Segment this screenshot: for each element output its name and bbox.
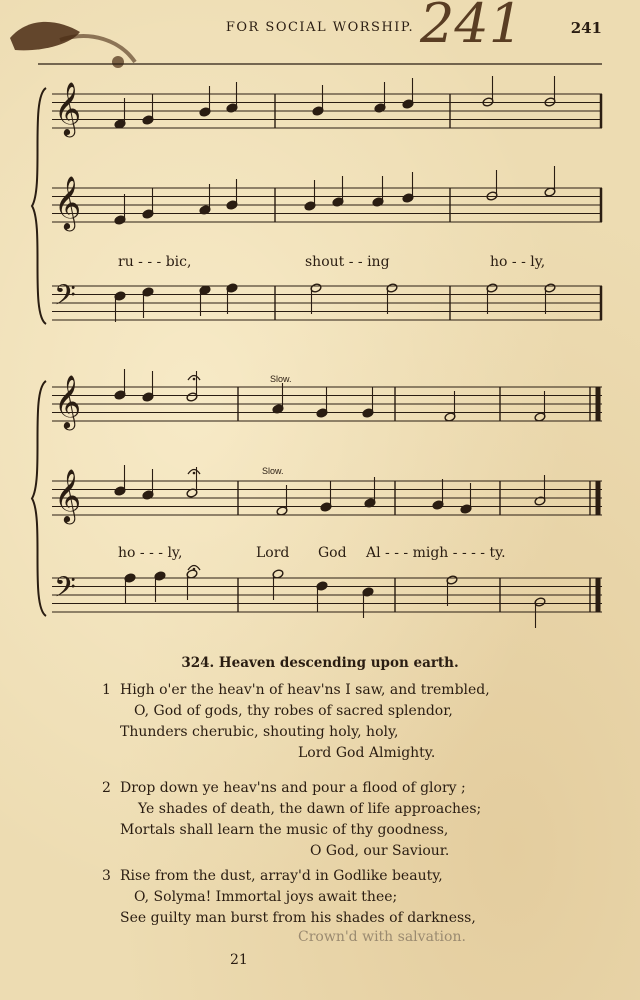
verse-line: Mortals shall learn the music of thy goodness, [120, 822, 449, 838]
lyric-almighty: Al - - - migh - - - - ty. [366, 545, 506, 561]
treble-clef-icon: 𝄞 [54, 374, 82, 428]
verse-line: See guilty man burst from his shades of darkness, [120, 910, 476, 926]
lyric-lord: Lord [256, 545, 290, 561]
verse-number: 3 [102, 868, 111, 884]
bass-clef-icon: 𝄢 [54, 571, 76, 611]
lyric-rubic: ru - - - bic, [118, 254, 192, 270]
verse-line: Ye shades of death, the dawn of life approaches; [138, 801, 482, 817]
running-head: FOR SOCIAL WORSHIP. [225, 20, 415, 35]
verse-line: High o'er the heav'n of heav'ns I saw, and trembled, [120, 682, 490, 698]
fermata-dot [193, 568, 196, 571]
verse-line: Lord God Almighty. [298, 745, 436, 761]
verse-line: Crown'd with salvation. [298, 929, 466, 945]
verse-line: O, God of gods, thy robes of sacred splendor, [134, 703, 453, 719]
verse-line: Drop down ye heav'ns and pour a flood of glory ; [120, 780, 466, 796]
tempo-marking-top: Slow. [270, 374, 292, 384]
handwritten-page-number: 241 [420, 0, 524, 55]
verse-line: Thunders cherubic, shouting holy, holy, [120, 724, 399, 740]
fermata-dot [193, 472, 196, 475]
fermata-dot [193, 378, 196, 381]
verse-number: 1 [102, 682, 111, 698]
page-number: 241 [570, 19, 602, 37]
lyric-holy-2: ho - - - ly, [118, 545, 183, 561]
treble-clef-icon: 𝄞 [54, 81, 82, 135]
tempo-marking-middle: Slow. [262, 466, 284, 476]
signature-mark: 21 [230, 952, 248, 968]
lyric-god: God [318, 545, 347, 561]
lyric-holy: ho - - ly, [490, 254, 546, 270]
verse-line: O, Solyma! Immortal joys await thee; [134, 889, 398, 905]
treble-clef-icon: 𝄞 [54, 175, 82, 229]
hymn-title: 324. Heaven descending upon earth. [181, 655, 459, 671]
treble-clef-icon: 𝄞 [54, 468, 82, 522]
verse-line: Rise from the dust, array'd in Godlike beauty, [120, 868, 443, 884]
verse-number: 2 [102, 780, 111, 796]
brace-icon [32, 381, 46, 616]
bass-clef-icon: 𝄢 [54, 279, 76, 319]
brace-icon [32, 88, 46, 324]
verse-line: O God, our Saviour. [310, 843, 450, 859]
lyric-shouting: shout - - ing [305, 254, 390, 270]
